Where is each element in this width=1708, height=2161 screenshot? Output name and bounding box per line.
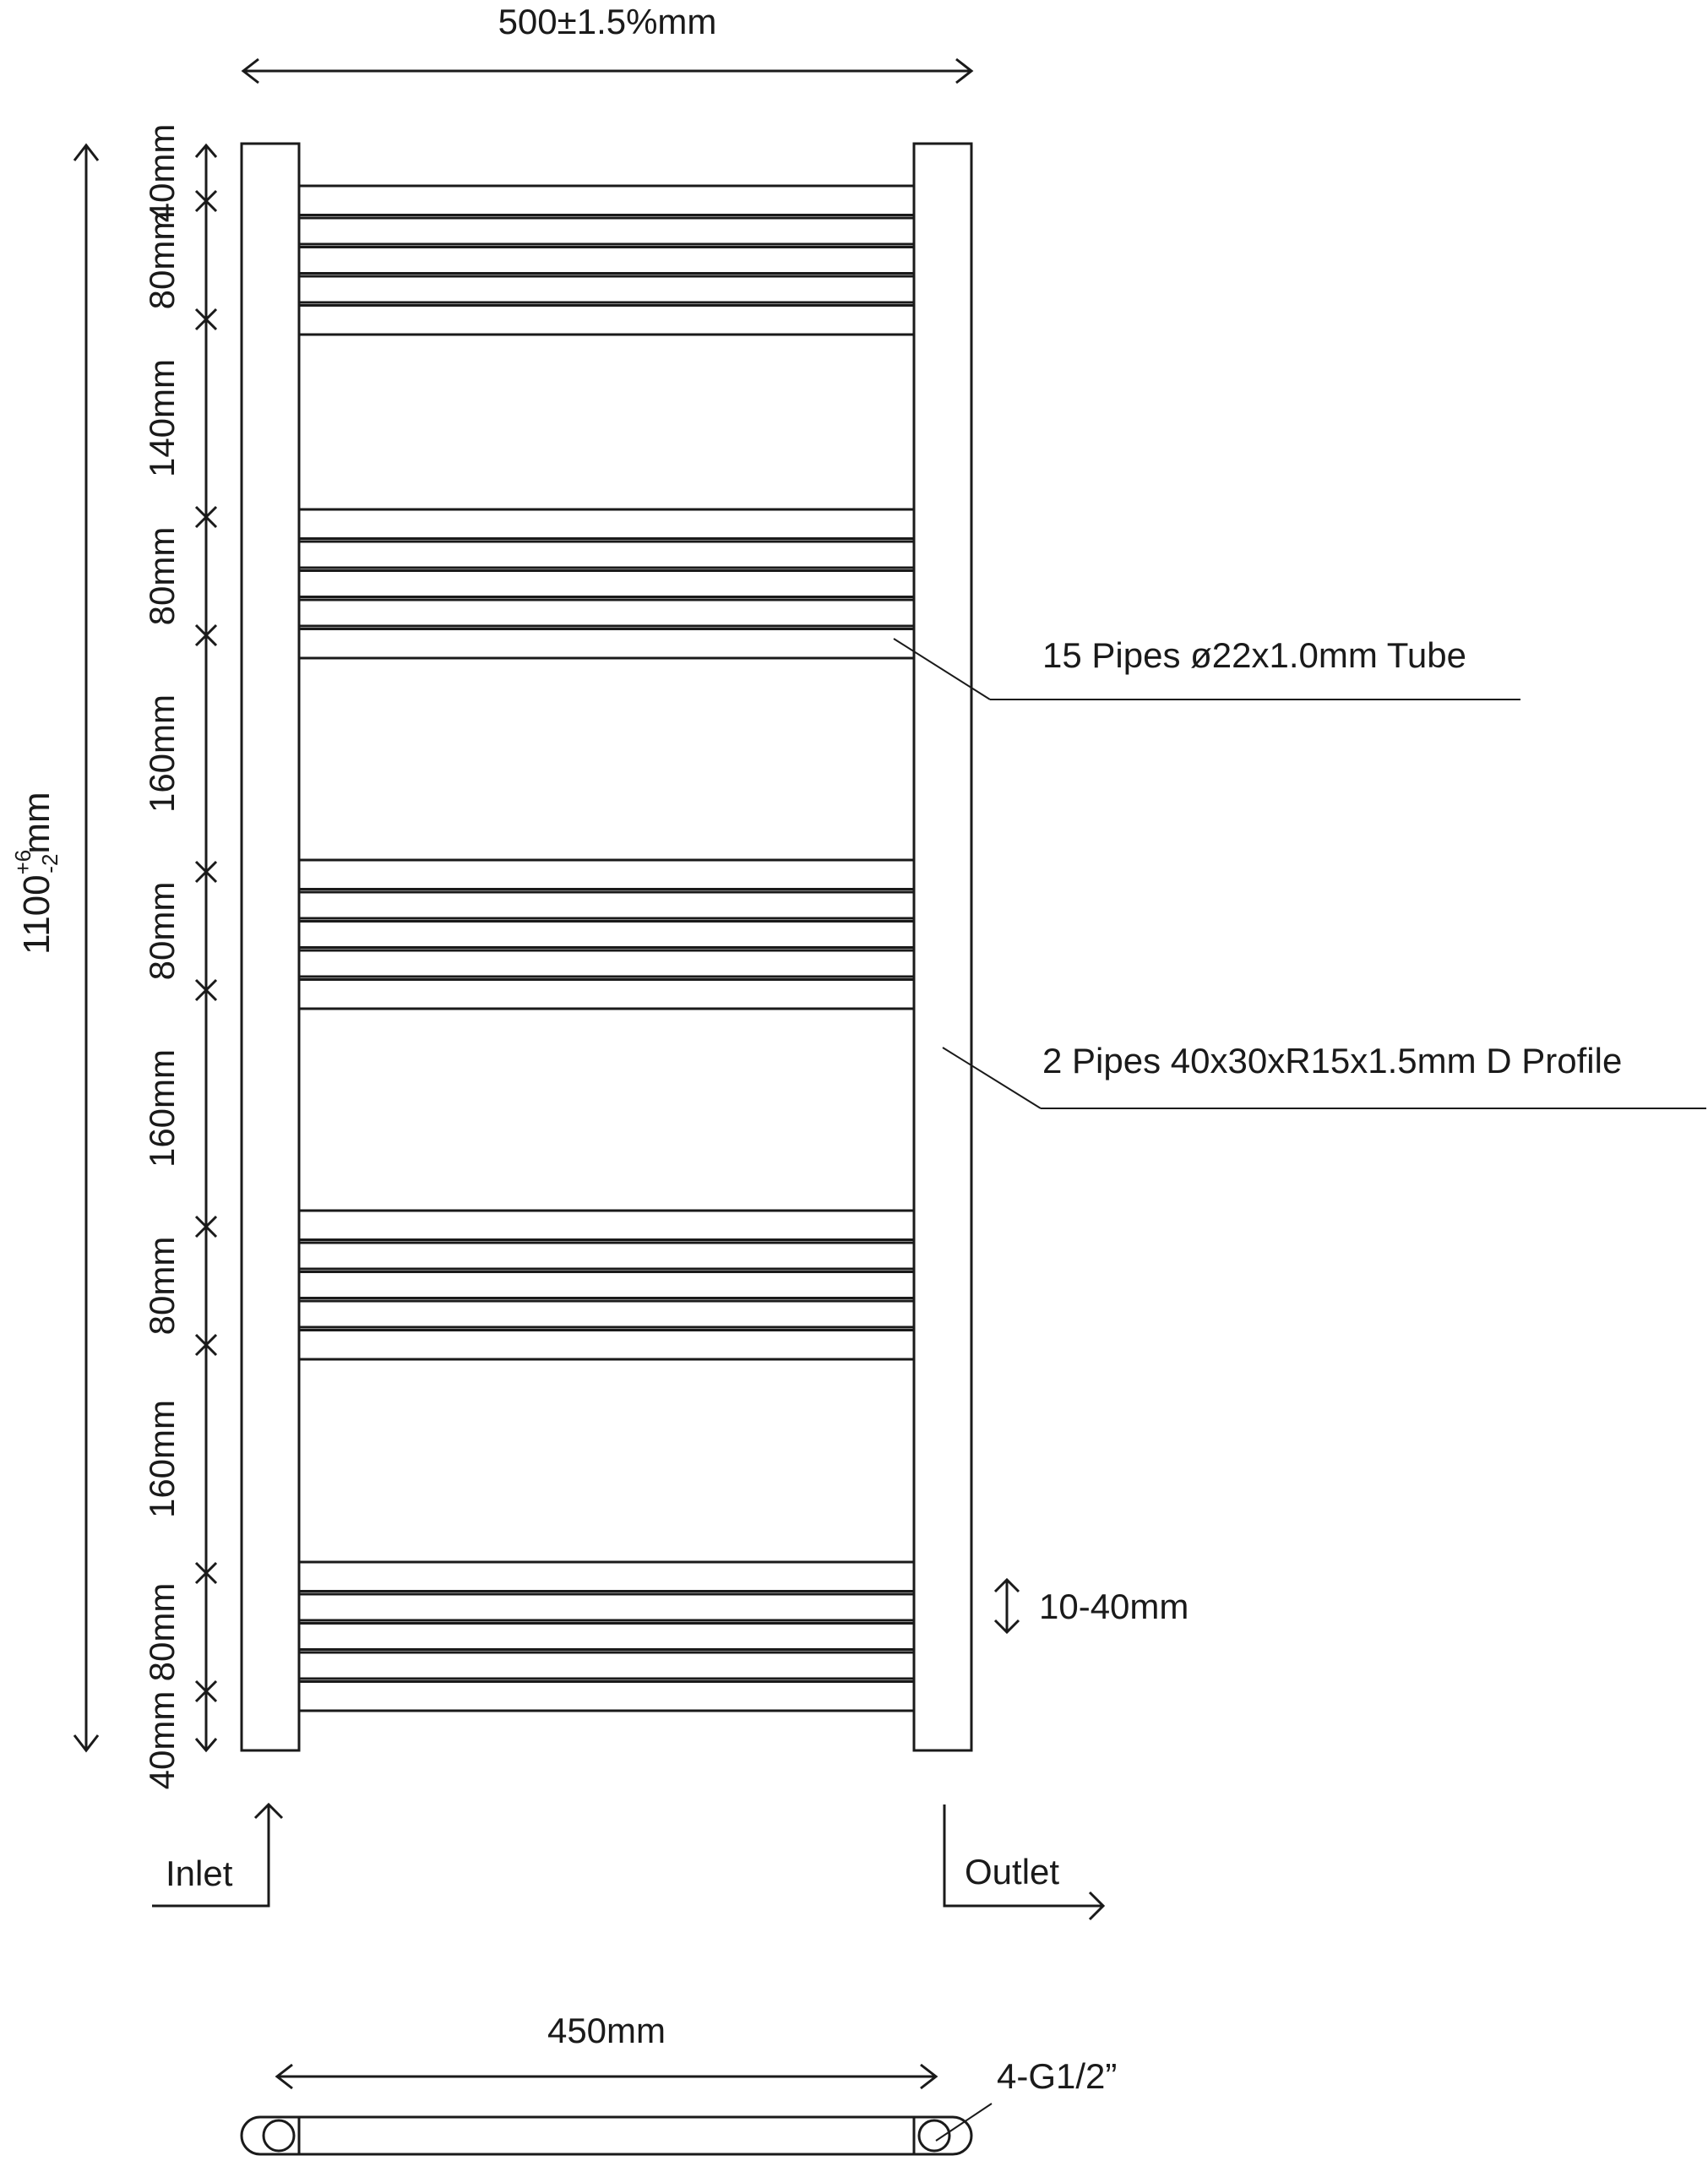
outlet-label: Outlet bbox=[965, 1852, 1060, 1892]
spacing-label-9: 160mm bbox=[142, 1399, 182, 1519]
profile-callout bbox=[943, 1041, 1706, 1108]
pipe-12 bbox=[299, 890, 914, 922]
spacing-label-4: 80mm bbox=[142, 526, 182, 626]
pipe-6 bbox=[299, 509, 914, 542]
inlet-marker bbox=[152, 1804, 282, 1906]
height-tol-plus: +6 bbox=[10, 849, 35, 875]
pipe-2 bbox=[299, 215, 914, 248]
outlet-marker bbox=[944, 1804, 1103, 1919]
spacing-label-1: 40mm bbox=[142, 123, 182, 223]
height-dimension bbox=[10, 145, 98, 1750]
pipe-20 bbox=[299, 1327, 914, 1359]
pipe-22 bbox=[299, 1592, 914, 1624]
pipe-24 bbox=[299, 1650, 914, 1682]
right-rail bbox=[914, 144, 971, 1750]
pipe-23 bbox=[299, 1620, 914, 1652]
pipe-16 bbox=[299, 1211, 914, 1243]
left-port-icon bbox=[264, 2120, 294, 2151]
pipe-18 bbox=[299, 1269, 914, 1301]
height-tol-minus: -2 bbox=[37, 853, 63, 874]
pipe-10 bbox=[299, 626, 914, 658]
pipe-13 bbox=[299, 918, 914, 950]
spacing-label-10: 80mm bbox=[142, 1582, 182, 1682]
profile-callout-label: 2 Pipes 40x30xR15x1.5mm D Profile bbox=[1042, 1041, 1623, 1080]
bottom-width-dimension bbox=[277, 2011, 936, 2088]
pipe-1 bbox=[299, 186, 914, 218]
gap-indicator bbox=[995, 1580, 1189, 1632]
pipe-8 bbox=[299, 568, 914, 600]
gap-label: 10-40mm bbox=[1039, 1587, 1189, 1626]
horizontal-pipes bbox=[299, 186, 914, 1711]
spacing-labels bbox=[142, 124, 182, 1790]
pipe-15 bbox=[299, 977, 914, 1009]
width-label: 500±1.5%mm bbox=[498, 2, 717, 41]
top-width-dimension bbox=[243, 2, 971, 83]
pipe-21 bbox=[299, 1562, 914, 1594]
spacing-chain bbox=[142, 124, 216, 1790]
connection-label: 4-G1/2” bbox=[997, 2056, 1118, 2096]
pipes-callout-label: 15 Pipes ø22x1.0mm Tube bbox=[1042, 635, 1466, 675]
pipe-17 bbox=[299, 1240, 914, 1272]
pipe-3 bbox=[299, 244, 914, 276]
inlet-label: Inlet bbox=[166, 1853, 233, 1893]
spacing-label-7: 160mm bbox=[142, 1048, 182, 1168]
spacing-label-2: 80mm bbox=[142, 210, 182, 310]
pipe-9 bbox=[299, 597, 914, 629]
left-rail bbox=[242, 144, 299, 1750]
pipe-19 bbox=[299, 1298, 914, 1331]
pipes-callout bbox=[894, 635, 1520, 699]
pipe-14 bbox=[299, 948, 914, 980]
height-label bbox=[10, 792, 63, 955]
pipe-7 bbox=[299, 539, 914, 571]
pipe-5 bbox=[299, 302, 914, 335]
spacing-label-11: 40mm bbox=[142, 1690, 182, 1790]
pipe-25 bbox=[299, 1679, 914, 1711]
pipe-11 bbox=[299, 860, 914, 892]
pipe-4 bbox=[299, 274, 914, 306]
spacing-label-5: 160mm bbox=[142, 694, 182, 814]
height-value: 1100 bbox=[16, 874, 57, 955]
svg-text:1100+6-2mm bbox=[10, 792, 63, 955]
bottom-width-label: 450mm bbox=[547, 2011, 666, 2050]
spacing-label-3: 140mm bbox=[142, 358, 182, 478]
height-unit: mm bbox=[16, 792, 57, 854]
top-view bbox=[242, 2056, 1117, 2154]
spacing-label-6: 80mm bbox=[142, 881, 182, 981]
spacing-label-8: 80mm bbox=[142, 1236, 182, 1336]
